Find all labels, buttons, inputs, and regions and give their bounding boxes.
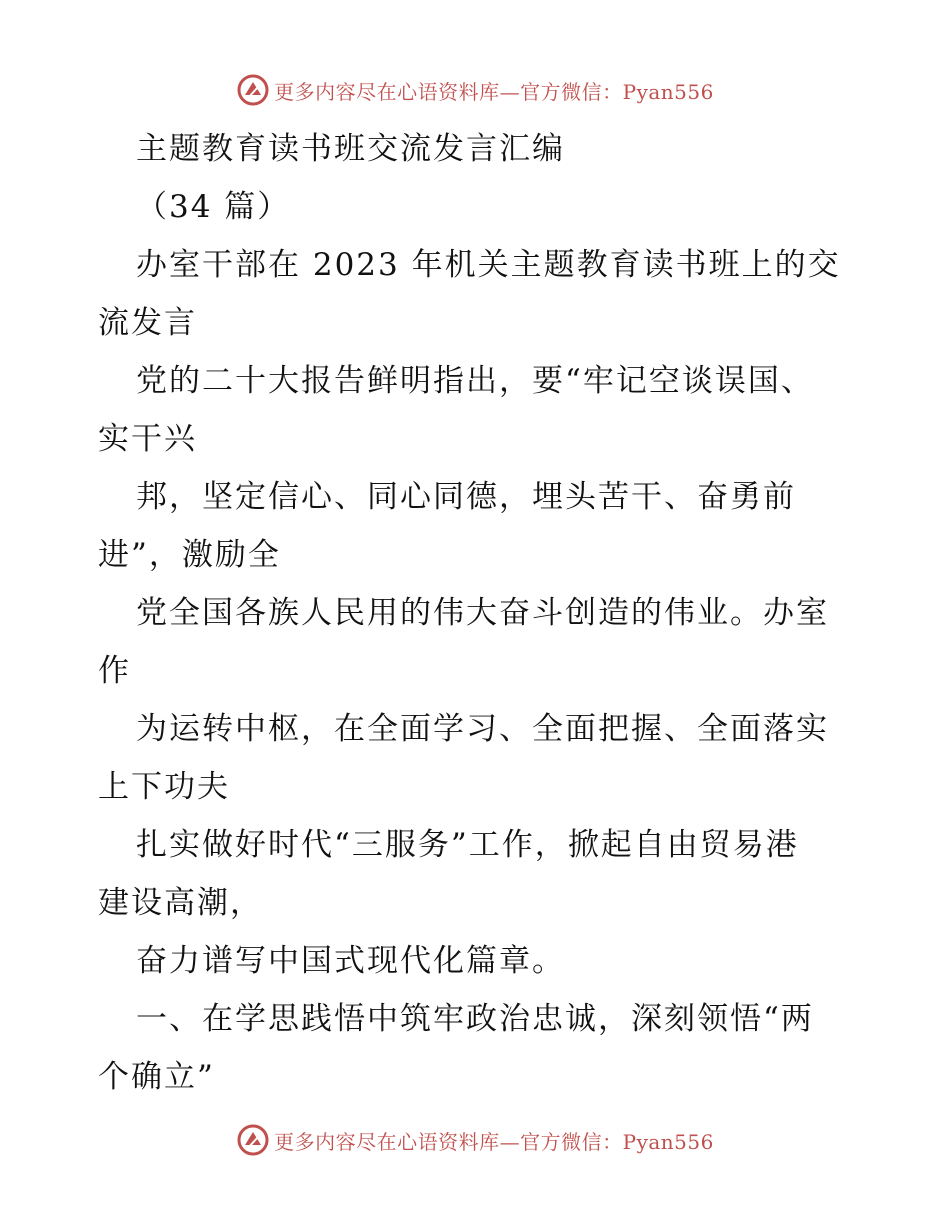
seal-logo-icon — [236, 1123, 270, 1157]
doc-line: 实干兴 — [98, 421, 197, 457]
doc-title: 主题教育读书班交流发言汇编 — [136, 131, 565, 167]
doc-subtitle: （34 篇） — [136, 189, 291, 225]
footer-watermark — [0, 1120, 950, 1160]
doc-line: 办室干部在 2023 年机关主题教育读书班上的交 — [136, 247, 841, 283]
doc-line: 党全国各族人民用的伟大奋斗创造的伟业。办室 — [136, 595, 829, 631]
doc-line: 进”，激励全 — [98, 537, 281, 573]
document-body — [98, 120, 858, 1106]
doc-line: 邦，坚定信心、同心同德，埋头苦干、奋勇前 — [136, 479, 796, 515]
doc-line: 上下功夫 — [98, 769, 230, 805]
doc-line: 建设高潮， — [98, 885, 263, 921]
doc-line: 个确立” — [98, 1059, 215, 1095]
doc-line: 为运转中枢，在全面学习、全面把握、全面落实 — [136, 711, 829, 747]
doc-line: 流发言 — [98, 305, 197, 341]
doc-line: 奋力谱写中国式现代化篇章。 — [136, 943, 565, 979]
section-heading: 一、在学思践悟中筑牢政治忠诚，深刻领悟“两 — [136, 1001, 814, 1037]
header-watermark — [0, 70, 950, 110]
doc-line: 扎实做好时代“三服务”工作，掀起自由贸易港 — [136, 827, 799, 863]
watermark-text: 更多内容尽在心语资料库—官方微信：Pyan556 — [274, 1129, 714, 1154]
doc-line: 党的二十大报告鲜明指出，要“牢记空谈误国、 — [136, 363, 814, 399]
seal-logo-icon — [236, 73, 270, 107]
doc-line: 作 — [98, 653, 131, 689]
watermark-text: 更多内容尽在心语资料库—官方微信：Pyan556 — [274, 79, 714, 104]
